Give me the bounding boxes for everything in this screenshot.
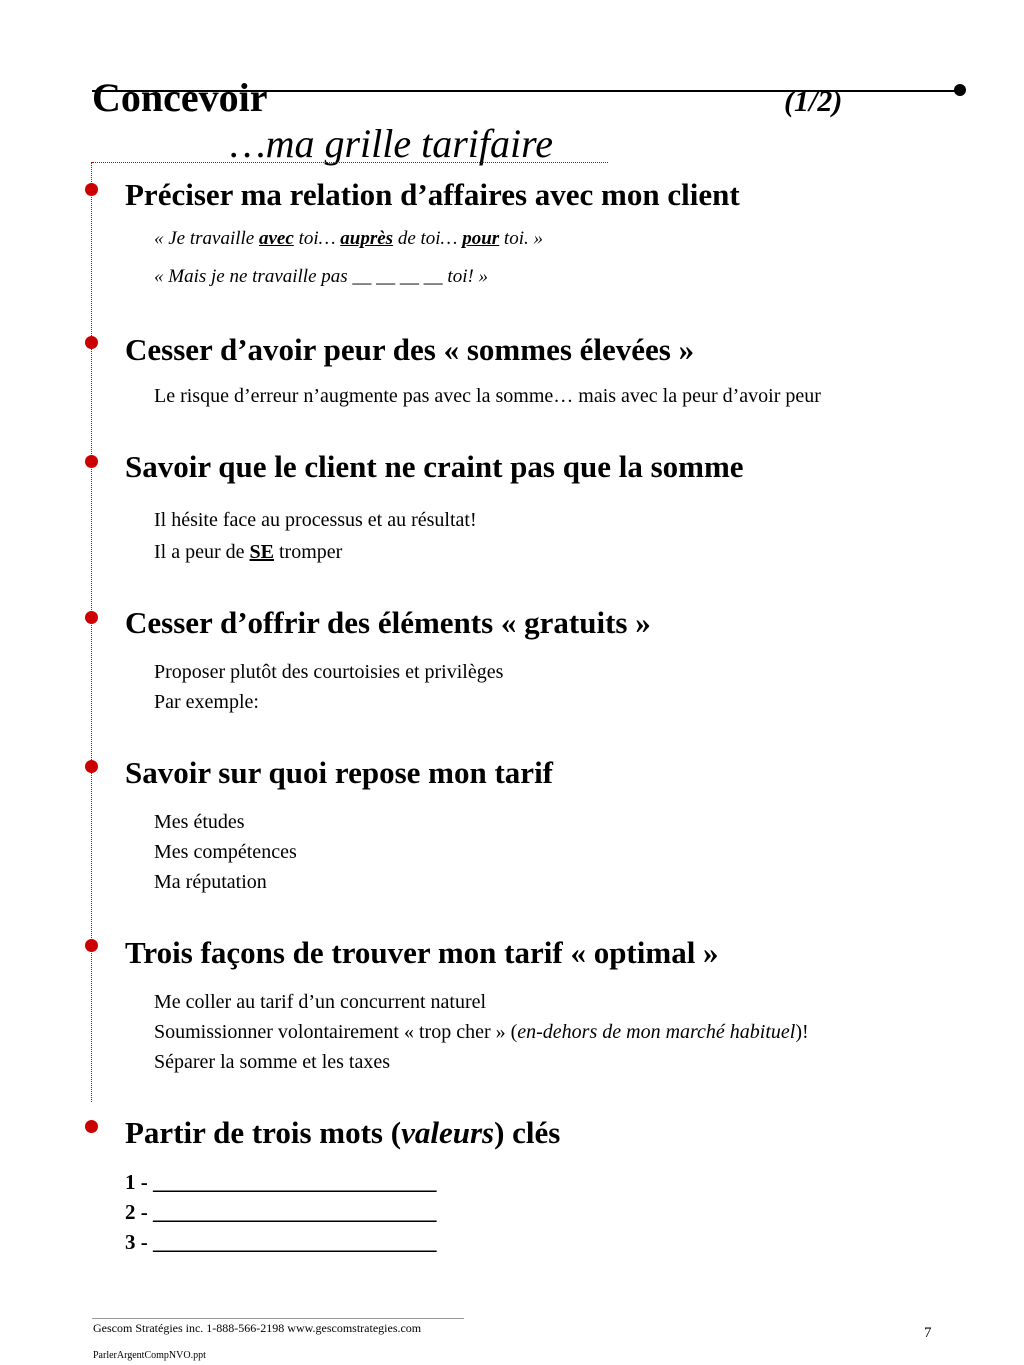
body-line: [154, 1019, 809, 1045]
bullet-icon: [85, 183, 98, 196]
section-heading: Trois façons de trouver mon tarif « optimal »: [125, 935, 719, 970]
bullet-icon: [85, 939, 98, 952]
bullet-icon: [85, 455, 98, 468]
quote-text: toi. »: [499, 228, 543, 249]
top-dotted-guide: [92, 162, 608, 163]
body-line: Il hésite face au processus et au résultat!: [154, 509, 477, 531]
heading-text: Partir de trois mots (: [125, 1115, 402, 1150]
bullet-icon: [85, 760, 98, 773]
quote-emphasis: pour: [462, 228, 500, 249]
body-text: Il a peur de: [154, 541, 250, 563]
body-line: Mes études: [154, 811, 245, 833]
body-line: Proposer plutôt des courtoisies et privilèges: [154, 661, 504, 683]
quote-line: « Mais je ne travaille pas __ __ __ __ toi! »: [154, 266, 489, 287]
section-heading: Cesser d’offrir des éléments « gratuits »: [125, 605, 651, 640]
body-line: [154, 539, 342, 565]
body-italic: en-dehors de mon marché habituel: [517, 1021, 796, 1043]
footer-company: Gescom Stratégies inc. 1-888-566-2198 www.gescomstrategies.com: [93, 1321, 422, 1335]
heading-text: ) clés: [494, 1115, 561, 1150]
quote-text: toi…: [293, 228, 341, 249]
body-line: Séparer la somme et les taxes: [154, 1051, 391, 1073]
section-heading: [125, 1114, 560, 1152]
quote-emphasis: auprès: [340, 228, 394, 249]
quote-line: [154, 226, 543, 252]
bullet-icon: [85, 1120, 98, 1133]
body-line: Ma réputation: [154, 871, 267, 893]
title-end-dot: [954, 84, 966, 96]
body-line: Par exemple:: [154, 691, 259, 713]
footer-file-name: ParlerArgentCompNVO.ppt: [93, 1350, 206, 1361]
blank-field-line: 2 - ___________________________: [125, 1200, 437, 1224]
page-number: 7: [924, 1325, 932, 1341]
body-line: Le risque d’erreur n’augmente pas avec la somme… mais avec la peur d’avoir peur: [154, 385, 821, 407]
section-heading: Préciser ma relation d’affaires avec mon client: [125, 177, 740, 212]
footer-rule: [92, 1318, 464, 1319]
section-heading: Cesser d’avoir peur des « sommes élevées »: [125, 332, 695, 367]
quote-emphasis: avec: [259, 228, 294, 249]
blank-field-line: 3 - ___________________________: [125, 1230, 437, 1254]
bullet-icon: [85, 336, 98, 349]
quote-text: « Je travaille: [154, 228, 259, 249]
body-text: tromper: [273, 541, 343, 563]
section-heading: Savoir sur quoi repose mon tarif: [125, 755, 554, 790]
body-text: Soumissionner volontairement « trop cher » (: [154, 1021, 518, 1043]
bullet-icon: [85, 611, 98, 624]
side-dotted-guide: [91, 162, 92, 1102]
page-title: Concevoir: [92, 75, 268, 120]
quote-text: de toi…: [393, 228, 463, 249]
section-heading: Savoir que le client ne craint pas que la somme: [125, 449, 744, 484]
heading-italic: valeurs: [401, 1115, 495, 1150]
page-title-number: (1/2): [784, 85, 843, 118]
blank-field-line: 1 - ___________________________: [125, 1170, 437, 1194]
body-line: Me coller au tarif d’un concurrent naturel: [154, 991, 487, 1013]
body-line: Mes compétences: [154, 841, 297, 863]
body-text: )!: [795, 1021, 809, 1043]
body-emphasis: SE: [249, 541, 274, 563]
page-subtitle: …ma grille tarifaire: [230, 121, 553, 166]
